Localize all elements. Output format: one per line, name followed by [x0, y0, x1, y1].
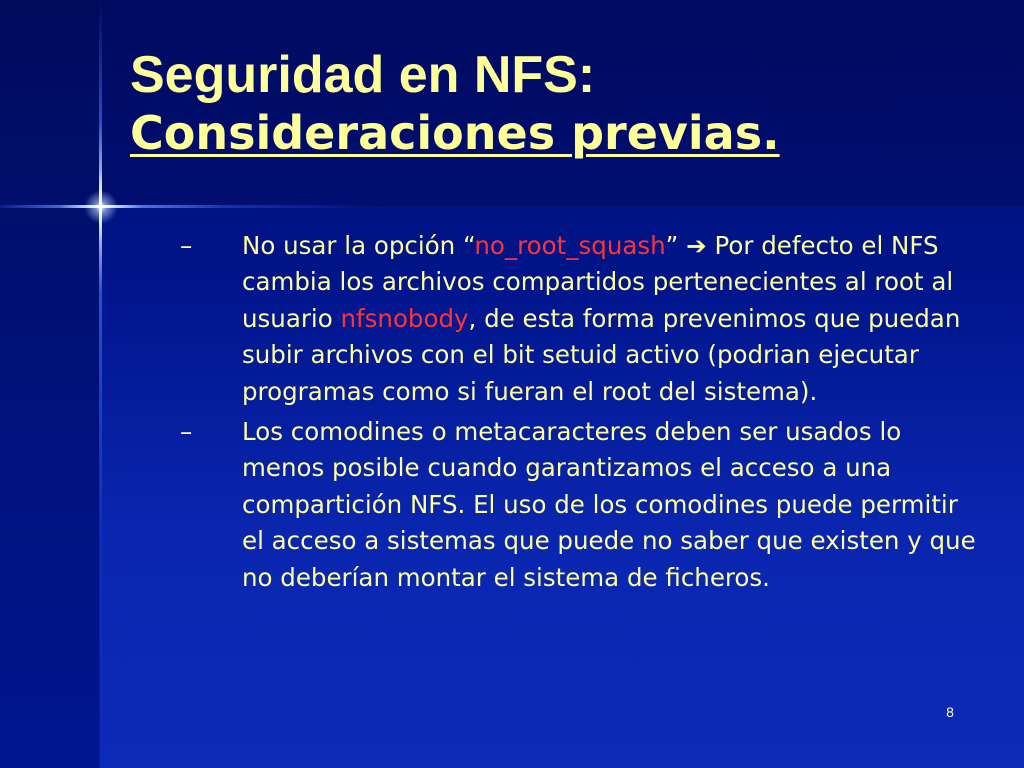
sparkle-vertical-ray — [99, 170, 102, 242]
dash-bullet: – — [180, 417, 193, 447]
highlight-option-name: no_root_squash — [474, 231, 666, 260]
bullet-list — [180, 228, 980, 600]
text-segment: , de esta forma prevenimos que puedan subir archivos con el bit setuid activo (podrian ejecutar programas como si fueran el root del sistema). — [242, 303, 961, 406]
title-subtitle: Consideraciones previas. — [130, 106, 780, 160]
bullet-text — [242, 231, 960, 406]
text-segment: Por defecto el NFS cambia los archivos compartidos pertenecientes al root al usuario — [242, 231, 954, 333]
vertical-light-line — [99, 0, 102, 768]
page-number: 8 — [946, 704, 954, 720]
dash-bullet: – — [180, 231, 193, 260]
bullet-text: Los comodines o metacaracteres deben ser usados lo menos posible cuando garantizamos el acceso a una compartición NFS. El uso de los comodines puede permitir el acceso a sistemas que puede no saber que existen y que no deberían montar el sistema de ficheros. — [242, 417, 976, 592]
text-segment: No usar la opción “ — [242, 231, 475, 260]
text-segment: ” — [665, 231, 687, 260]
title-main: Seguridad en NFS: — [130, 46, 596, 104]
horizontal-light-line — [0, 205, 380, 208]
highlight-user-name: nfsnobody — [340, 303, 469, 333]
bullet-item-no-root-squash — [180, 228, 980, 410]
bullet-item-wildcards — [180, 414, 980, 596]
right-arrow-icon: ➔ — [686, 231, 707, 260]
slide-title — [130, 46, 990, 162]
left-panel-background — [0, 0, 100, 768]
